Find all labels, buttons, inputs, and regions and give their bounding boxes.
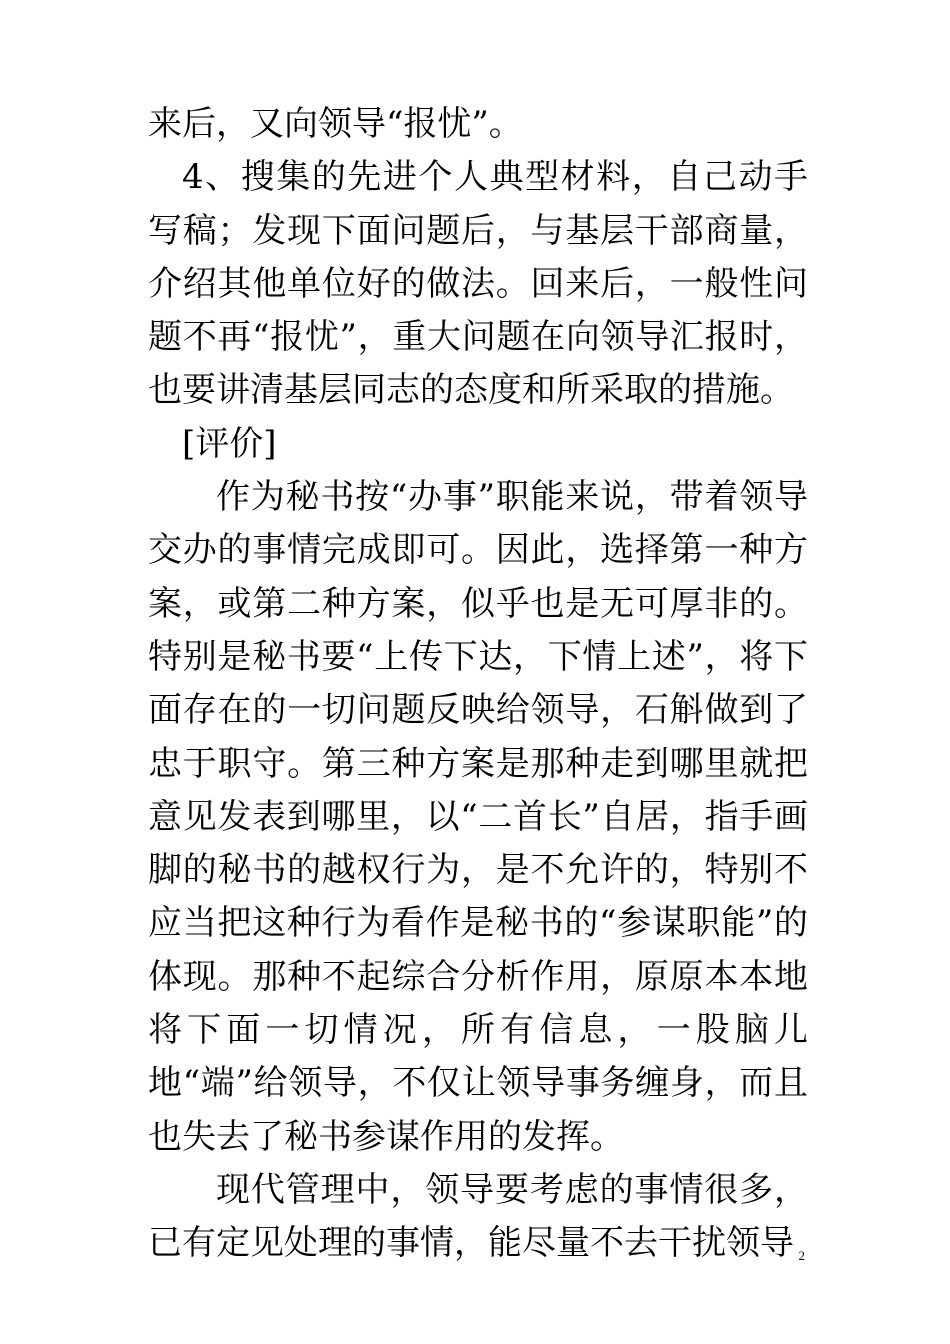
paragraph-evaluation-1: 作为秘书按“办事”职能来说，带着领导交办的事情完成即可。因此，选择第一种方案，或第二种方案，似乎也是无可厚非的。特别是秘书要“上传下达，下情上述”，将下面存在的一切问题反映给领导，石斛做到了忠于职守。第三种方案是那种走到哪里就把意见发表到哪里，以“二首长”自居，指手画脚的秘书的越权行为，是不允许的，特别不应当把这种行为看作是秘书的“参谋职能”的体现。那种不起综合分析作用，原原本本地将下面一切情况，所有信息，一股脑儿地“端”给领导，不仅让领导事务缠身，而且也失去了秘书参谋作用的发挥。 (148, 477, 808, 1157)
paragraph-evaluation-2: 现代管理中，领导要考虑的事情很多，已有定见处理的事情，能尽量不去干扰领导 (148, 1169, 808, 1264)
paragraph-option-4: 4、搜集的先进个人典型材料，自己动手写稿；发现下面问题后，与基层干部商量，介绍其他单位好的做法。回来后，一般性问题不再“报忧”，重大问题在向领导汇报时，也要讲清基层同志的态度和所采取的措施。 (148, 157, 808, 411)
page-number: 2 (798, 1248, 805, 1263)
paragraph-continuation: 来后，又向领导“报忧”。 (148, 104, 523, 144)
evaluation-heading: [评价] (182, 423, 277, 464)
body-text (148, 98, 808, 1271)
